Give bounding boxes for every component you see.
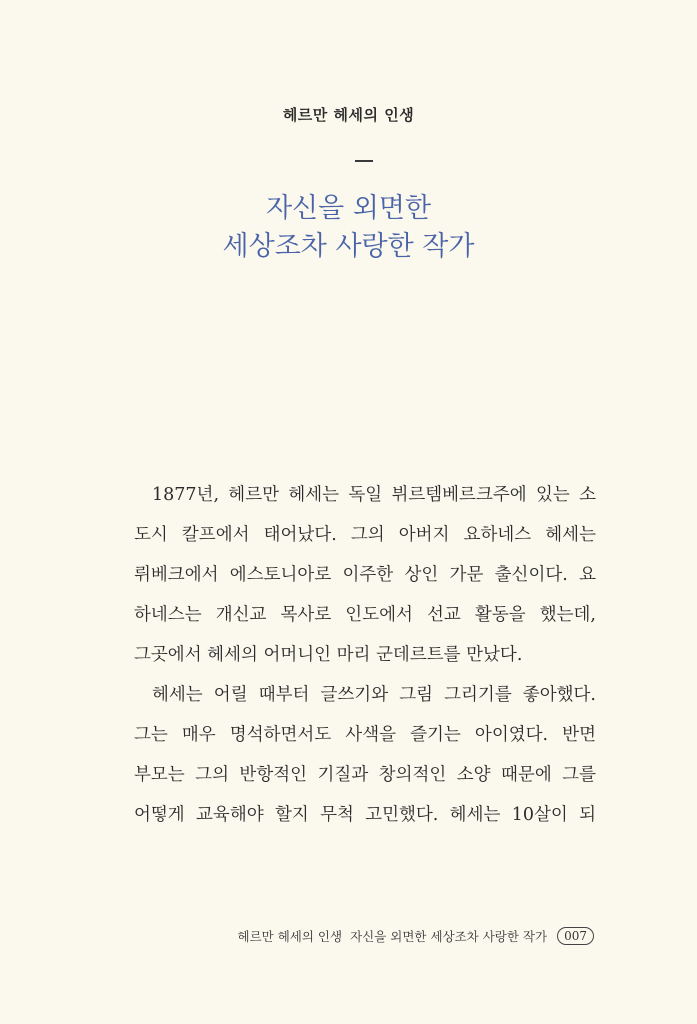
page-footer (238, 927, 595, 945)
body-line: 뤼베크에서 에스토니아로 이주한 상인 가문 출신이다. 요 (134, 565, 596, 585)
body-text (134, 475, 596, 835)
body-line: 부모는 그의 반항적인 기질과 창의적인 소양 때문에 그를 (134, 765, 596, 785)
body-line: 도시 칼프에서 태어났다. 그의 아버지 요하네스 헤세는 (134, 525, 596, 545)
chapter-title (0, 190, 697, 266)
footer-book-title: 헤르만 헤세의 인생 (237, 929, 343, 944)
body-line: 그는 매우 명석하면서도 사색을 즐기는 아이였다. 반면 (134, 725, 596, 745)
chapter-title-line: 자신을 외면한 (265, 193, 432, 224)
chapter-title-line: 세상조차 사랑한 작가 (222, 231, 475, 262)
body-line: 헤세는 어릴 때부터 글쓰기와 그림 그리기를 좋아했다. (152, 685, 596, 705)
section-label: 헤르만 헤세의 인생 (282, 106, 415, 124)
title-divider (355, 160, 373, 162)
footer-chapter-title: 자신을 외면한 세상조차 사랑한 작가 (350, 929, 548, 944)
body-line: 1877년, 헤르만 헤세는 독일 뷔르템베르크주에 있는 소 (152, 485, 596, 505)
body-line: 그곳에서 헤세의 어머니인 마리 군데르트를 만났다. (134, 645, 523, 665)
page-number: 007 (557, 927, 594, 945)
body-line: 어떻게 교육해야 할지 무척 고민했다. 헤세는 10살이 되 (134, 805, 596, 825)
body-line: 하네스는 개신교 목사로 인도에서 선교 활동을 했는데, (134, 605, 596, 625)
